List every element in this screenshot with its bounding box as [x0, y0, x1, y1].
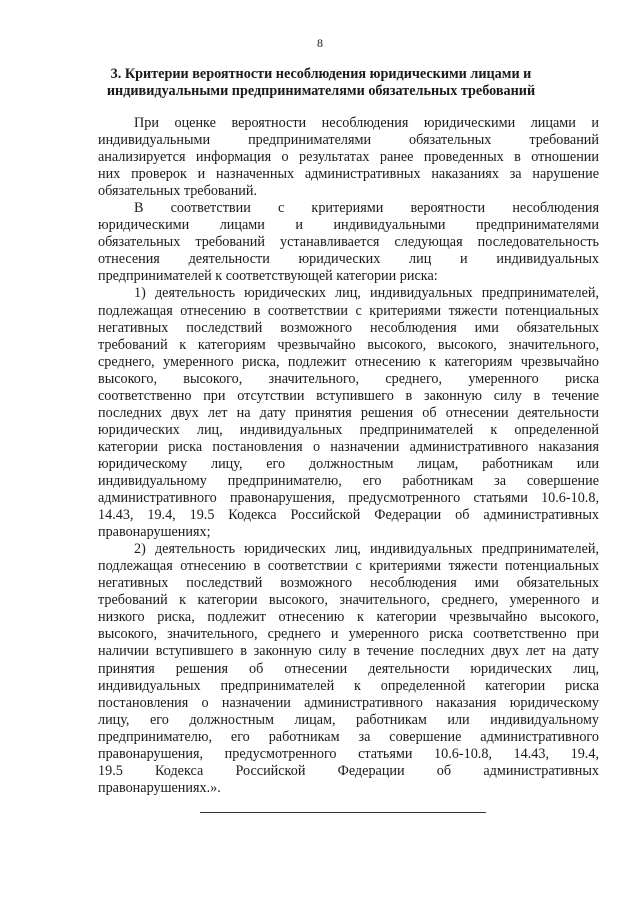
paragraph-line: 2) деятельность юридических лиц, индивидуальных предпринимателей,: [134, 541, 599, 558]
paragraph-line: 14.43, 19.4, 19.5 Кодекса Российской Федерации об административных: [98, 507, 599, 524]
paragraph-line: подлежащая отнесению в соответствии с критериями тяжести потенциальных: [98, 302, 599, 319]
paragraph-3: [98, 285, 599, 541]
paragraph-line: обязательных требований.: [98, 183, 258, 200]
paragraph-line: обязательных требований устанавливается следующая последовательность: [98, 234, 599, 251]
section-heading-line-2: индивидуальными предпринимателями обязательных требований: [106, 83, 536, 99]
paragraph-line: подлежащая отнесению в соответствии с критериями тяжести потенциальных: [98, 558, 599, 575]
section-heading-line-1: 3. Критерии вероятности несоблюдения юридическими лицами и: [110, 66, 532, 82]
paragraph-line: отнесения деятельности юридических лиц и индивидуальных: [98, 251, 599, 268]
paragraph-line: низкого риска, подлежит отнесению к категории чрезвычайно высокого,: [98, 609, 599, 626]
page-number: 8: [317, 36, 323, 50]
paragraph-line: индивидуальному предпринимателю, его работникам за совершение: [98, 472, 599, 489]
paragraph-line: индивидуальных предпринимателей к определенной категории риска: [98, 677, 599, 694]
paragraph-line: правонарушениях.».: [98, 779, 221, 796]
paragraph-line: высокого, значительного, среднего и умеренного риска соответственно при: [98, 626, 599, 643]
paragraph-line: высокого, высокого, значительного, среднего, умеренного риска: [98, 370, 599, 387]
paragraph-line: предпринимателю, его работникам за совершение административного: [98, 728, 599, 745]
paragraph-line: административного правонарушения, предусмотренного статьями 10.6-10.8,: [98, 490, 599, 507]
body-text: [98, 115, 599, 797]
footer-separator-line: [200, 812, 486, 813]
paragraph-line: негативных последствий возможного несоблюдения ими обязательных: [98, 319, 599, 336]
paragraph-line: лицу, его должностным лицам, работникам или индивидуальному: [98, 711, 599, 728]
paragraph-line: юридическими лицами и индивидуальными предпринимателями: [98, 217, 599, 234]
paragraph-line: юридическому лицу, его должностным лицам, работникам или: [98, 455, 599, 472]
paragraph-line: постановления о назначении административного наказания юридическому: [98, 694, 599, 711]
paragraph-line: среднего, умеренного риска, подлежит отнесению к категориям чрезвычайно: [98, 353, 599, 370]
paragraph-line: При оценке вероятности несоблюдения юридическими лицами и: [134, 115, 599, 131]
paragraph-line: анализируется информация о результатах ранее проведенных в отношении: [98, 149, 599, 166]
paragraph-line: предпринимателей к соответствующей категории риска:: [98, 268, 438, 285]
paragraph-line: 1) деятельность юридических лиц, индивидуальных предпринимателей,: [134, 285, 599, 302]
paragraph-line: соответственно при отсутствии вступившего в законную силу в течение: [98, 387, 599, 404]
paragraph-4: [98, 541, 599, 797]
paragraph-line: индивидуальными предпринимателями обязательных требований: [98, 132, 599, 149]
paragraph-line: юридических лиц, индивидуальных предпринимателей к определенной: [98, 421, 599, 438]
paragraph-line: негативных последствий возможного несоблюдения ими обязательных: [98, 575, 599, 592]
paragraph-line: правонарушениях;: [98, 524, 211, 541]
section-heading: [98, 66, 544, 100]
paragraph-1: [98, 115, 599, 200]
paragraph-line: 19.5 Кодекса Российской Федерации об административных: [98, 762, 599, 779]
paragraph-2: [98, 200, 599, 285]
paragraph-line: категории риска постановления о назначении административного наказания: [98, 438, 599, 455]
paragraph-line: принятия решения об отнесении деятельности юридических лиц,: [98, 660, 599, 677]
paragraph-line: требований к категории высокого, значительного, среднего, умеренного и: [98, 592, 599, 609]
paragraph-line: правонарушения, предусмотренного статьями 10.6-10.8, 14.43, 19.4,: [98, 745, 599, 762]
paragraph-line: требований к категориям чрезвычайно высокого, высокого, значительного,: [98, 336, 599, 353]
paragraph-line: них проверок и назначенных административных наказаниях за нарушение: [98, 166, 599, 183]
paragraph-line: наличии вступившего в законную силу в течение последних двух лет на дату: [98, 643, 599, 660]
paragraph-line: последних двух лет на дату принятия решения об отнесении деятельности: [98, 404, 599, 421]
paragraph-line: В соответствии с критериями вероятности несоблюдения: [134, 200, 599, 217]
